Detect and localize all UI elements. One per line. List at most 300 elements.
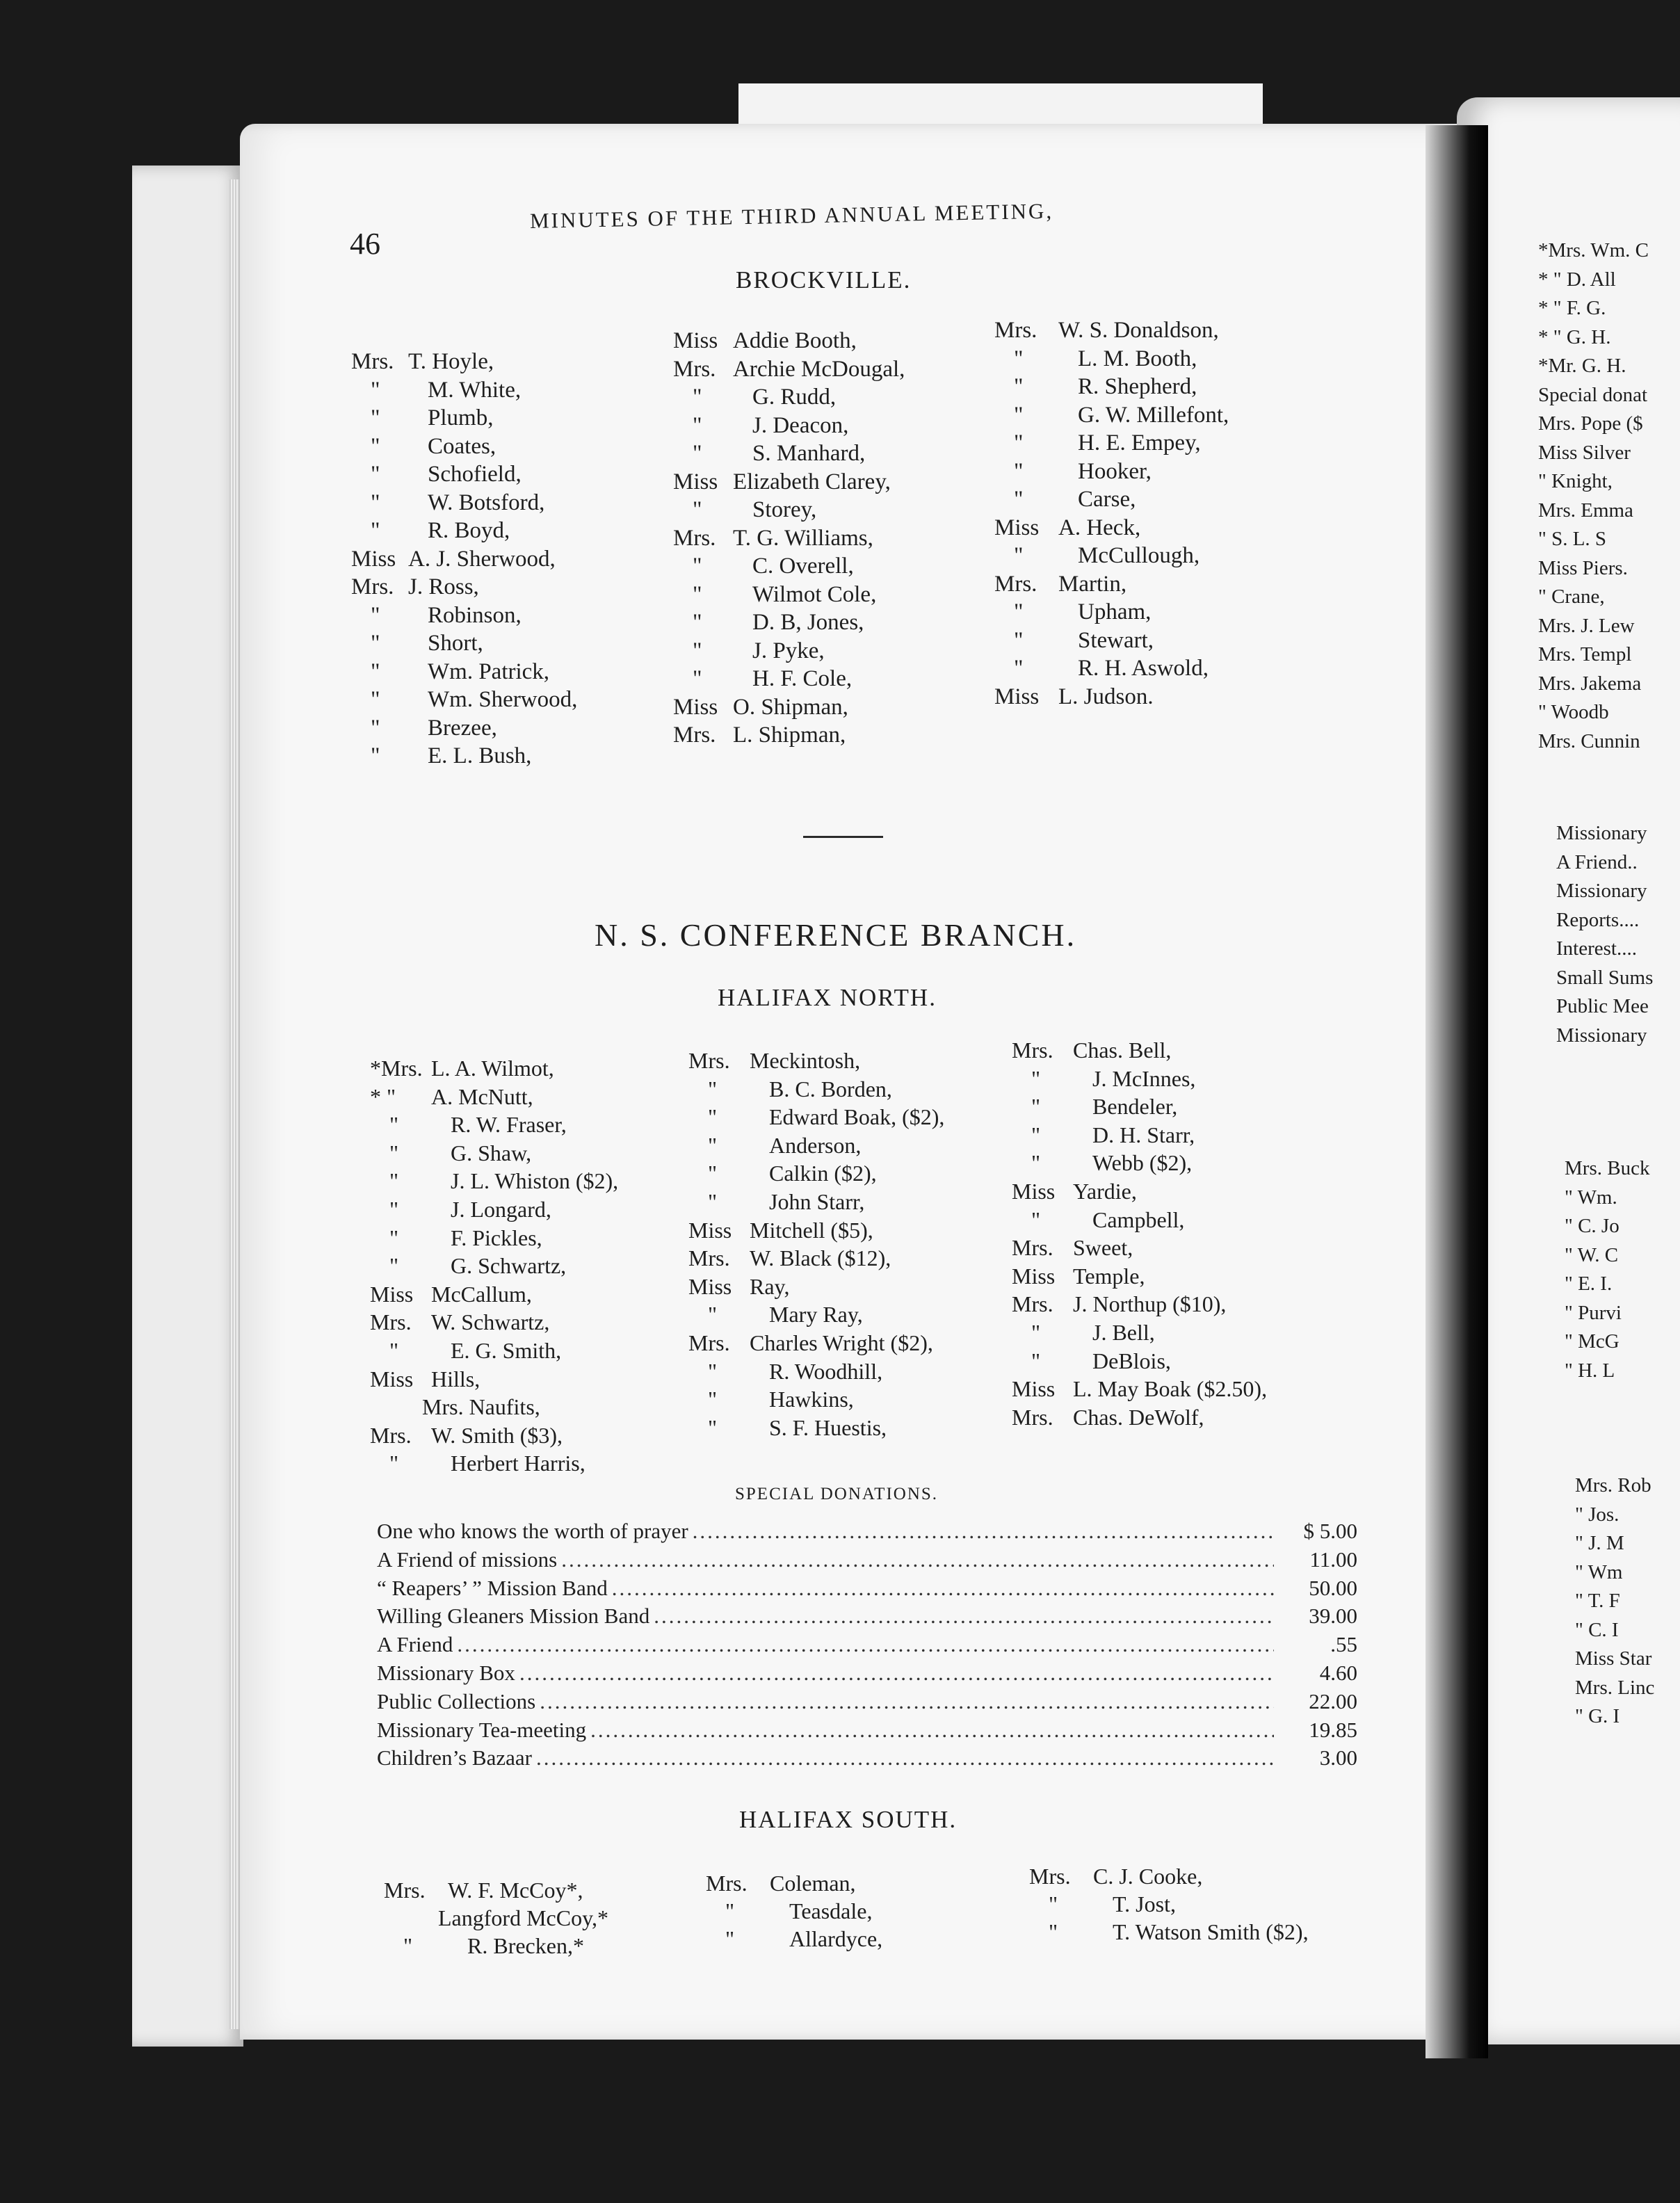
name-entry [1029,1862,1309,1890]
person-name: Wm. Patrick, [428,659,550,684]
right-page-receipts [1556,819,1653,1050]
title-prefix: " [1014,599,1024,624]
person-name: W. Smith ($3), [431,1422,563,1448]
person-name: F. Pickles, [451,1225,542,1250]
person-name: J. Deacon, [752,412,849,438]
person-name: T. G. Williams, [733,525,873,551]
right-page-line: * " D. All [1538,268,1616,291]
person-name: Hills, [431,1366,480,1391]
title-prefix: Miss [688,1217,732,1243]
title-prefix: Miss [1012,1178,1056,1204]
person-name: Addie Booth, [733,328,857,353]
book-page-edges [132,166,243,2047]
right-page-line: Mrs. Linc [1575,1676,1655,1699]
title-prefix: Mrs. [688,1245,730,1271]
title-prefix: " [371,687,380,712]
right-page-line: Miss Piers. [1538,556,1628,579]
name-entry [673,721,905,750]
name-entry [706,1925,882,1953]
person-name: Yardie, [1073,1178,1137,1204]
right-page-line: " Crane, [1538,586,1605,608]
right-page-line: Mrs. Jakema [1538,672,1642,695]
name-entry [688,1357,944,1386]
person-name: A. J. Sherwood, [408,546,556,572]
name-entry [1012,1036,1267,1065]
title-prefix: " [389,1112,399,1138]
title-prefix: Mrs. [994,571,1037,597]
name-entry [370,1195,618,1224]
name-entry [688,1385,944,1414]
title-prefix: Miss [688,1273,732,1299]
person-name: J. Longard, [451,1196,551,1222]
title-prefix: " [1014,458,1024,484]
person-name: DeBlois, [1092,1348,1171,1373]
name-entry [994,542,1229,570]
person-name: A. Heck, [1058,515,1141,540]
title-prefix: Mrs. [673,356,716,382]
name-entry [673,552,905,581]
person-name: S. F. Huestis, [769,1414,887,1440]
name-entry [370,1308,618,1337]
name-entry [994,401,1229,430]
person-name: R. Woodhill, [769,1358,883,1384]
title-prefix: " [1031,1207,1041,1232]
name-entry [370,1054,618,1083]
name-entry [688,1273,944,1301]
title-prefix: " [1031,1348,1041,1373]
person-name: Wilmot Cole, [752,581,877,607]
branch-heading: N. S. CONFERENCE BRANCH. [595,917,1077,953]
person-name: McCullough, [1078,543,1200,568]
name-entry [351,404,577,433]
name-entry [706,1869,882,1897]
name-entry [1012,1092,1267,1121]
person-name: John Starr, [769,1188,865,1214]
person-name: Allardyce, [789,1926,883,1951]
right-page-line: Missionary [1556,822,1647,844]
person-name: Ray, [750,1273,790,1299]
title-prefix: Miss [370,1281,414,1307]
dot-leader [532,1744,1274,1773]
name-entry [994,345,1229,373]
dot-leader [515,1659,1274,1688]
title-prefix: " [1014,402,1024,428]
right-page-line: * " F. G. [1538,297,1606,319]
name-entry [1012,1234,1267,1262]
person-name: Webb ($2), [1092,1150,1193,1176]
person-name: W. F. McCoy*, [448,1878,583,1903]
title-prefix: * " [370,1083,396,1109]
name-entry [351,348,577,376]
right-page-line: " S. L. S [1538,528,1607,550]
title-prefix: Miss [994,515,1040,540]
title-prefix: Miss [673,469,718,494]
dot-leader [557,1546,1274,1574]
right-page-line: *Mr. G. H. [1538,355,1626,377]
title-prefix: " [371,462,380,487]
person-name: W. Botsford, [428,490,545,515]
name-entry [994,627,1229,655]
title-prefix: " [1014,487,1024,512]
name-entry [351,602,577,630]
name-entry [688,1329,944,1357]
title-prefix: Mrs. [1012,1235,1053,1261]
person-name: T. Watson Smith ($2), [1113,1919,1309,1944]
person-name: Carse, [1078,487,1136,512]
halifax-north-column-2 [688,1047,944,1442]
title-prefix: " [371,659,380,684]
title-prefix: " [708,1302,718,1328]
name-entry [384,1932,608,1960]
title-prefix: " [1014,346,1024,371]
title-prefix: " [708,1414,718,1440]
title-prefix: Miss [1012,1376,1056,1402]
title-prefix: Mrs. [1012,1291,1053,1317]
title-prefix: " [371,490,380,515]
right-page-line: " E. I. [1565,1273,1613,1295]
name-entry [1012,1318,1267,1347]
title-prefix: " [1031,1122,1041,1147]
name-entry [370,1252,618,1280]
person-name: L. M. Booth, [1078,346,1197,371]
dot-leader [608,1574,1274,1603]
person-name: A. McNutt, [431,1083,533,1109]
title-prefix: Miss [994,684,1040,709]
right-page-line: Miss Silver [1538,441,1631,464]
name-entry [706,1897,882,1925]
name-entry [688,1414,944,1442]
right-page-line: " C. Jo [1565,1215,1620,1237]
donation-amount: .55 [1330,1632,1357,1657]
name-entry [673,608,905,637]
person-name: J. Northup ($10), [1073,1291,1227,1317]
donation-row [377,1517,1357,1546]
title-prefix: " [389,1253,399,1279]
name-entry [688,1103,944,1131]
title-prefix: " [708,1161,718,1186]
name-entry [1029,1890,1309,1918]
right-page-line: Missionary [1556,880,1647,902]
person-name: Mrs. Naufits, [422,1394,540,1420]
person-name: R. H. Aswold, [1078,656,1209,681]
name-entry [994,429,1229,458]
title-prefix: Mrs. [370,1309,412,1335]
person-name: Teasdale, [789,1898,873,1923]
title-prefix: " [708,1358,718,1384]
name-entry [994,514,1229,542]
name-entry [688,1131,944,1160]
title-prefix: " [1031,1150,1041,1176]
person-name: D. B, Jones, [752,610,864,635]
title-prefix: " [1031,1094,1041,1120]
person-name: E. L. Bush, [428,743,532,768]
dot-leader [688,1517,1274,1546]
name-entry [1012,1262,1267,1291]
person-name: Archie McDougal, [733,356,905,382]
title-prefix: " [371,377,380,403]
person-name: G. Rudd, [752,385,837,410]
person-name: Schofield, [428,462,522,487]
title-prefix: " [708,1387,718,1412]
title-prefix: Mrs. [1012,1404,1053,1430]
right-page-line: " W. C [1565,1243,1619,1266]
person-name: Brezee, [428,715,497,741]
person-name: Coleman, [770,1871,856,1896]
person-name: R. Shepherd, [1078,374,1197,399]
right-page-line: Mrs. J. Lew [1538,614,1635,637]
right-page-names-top [1538,236,1649,756]
title-prefix: Miss [673,328,718,353]
name-entry [370,1365,618,1394]
title-prefix: Mrs. [688,1330,730,1355]
person-name: H. E. Empey, [1078,430,1201,455]
title-prefix: *Mrs. [370,1056,423,1081]
title-prefix: Mrs. [673,723,716,748]
right-page-line: Mrs. Emma [1538,499,1633,522]
right-page-line: " C. I [1575,1618,1619,1641]
title-prefix: " [389,1451,399,1476]
person-name: J. Ross, [408,574,479,599]
title-prefix: " [1014,656,1024,681]
title-prefix: " [371,433,380,459]
title-prefix: Miss [351,546,396,572]
title-prefix: " [389,1168,399,1194]
donation-row [377,1716,1357,1745]
name-entry [673,468,905,497]
person-name: Martin, [1058,571,1127,597]
name-entry [370,1449,618,1478]
person-name: Campbell, [1092,1207,1185,1232]
right-page-line: Mrs. Pope ($ [1538,412,1643,435]
name-entry [994,373,1229,401]
name-entry [1012,1177,1267,1206]
name-entry [688,1047,944,1075]
title-prefix: " [371,715,380,741]
person-name: J. Bell, [1092,1319,1155,1345]
person-name: Anderson, [769,1132,862,1158]
right-page-line: " H. L [1565,1359,1615,1382]
person-name: Short, [428,631,483,656]
donation-amount: 4.60 [1319,1660,1357,1685]
halifax-north-column-1 [370,1054,618,1478]
person-name: R. Brecken,* [467,1933,584,1958]
name-entry [351,573,577,602]
person-name: Hooker, [1078,458,1152,484]
dot-leader [586,1716,1274,1745]
person-name: L. Judson. [1058,684,1154,709]
name-entry [384,1904,608,1932]
right-page-line: Public Mee [1556,995,1649,1017]
right-page-line: * " G. H. [1538,325,1611,348]
donation-amount: 50.00 [1309,1575,1357,1600]
title-prefix: Mrs. [1029,1864,1071,1889]
right-page-line: " Knight, [1538,470,1613,492]
person-name: Stewart, [1078,627,1154,653]
title-prefix: " [371,405,380,430]
title-prefix: " [693,638,702,663]
person-name: H. F. Cole, [752,666,853,691]
donation-row [377,1659,1357,1688]
person-name: L. May Boak ($2.50), [1073,1376,1268,1402]
name-entry [1012,1065,1267,1093]
name-entry [1012,1347,1267,1375]
title-prefix: Miss [673,694,718,720]
person-name: J. Pyke, [752,638,825,663]
halifax-south-heading: HALIFAX SOUTH. [739,1806,958,1833]
name-entry [994,316,1229,345]
donation-row [377,1574,1357,1603]
person-name: T. Hoyle, [408,349,494,374]
person-name: Mitchell ($5), [750,1217,873,1243]
name-entry [1012,1121,1267,1149]
person-name: W. Schwartz, [431,1309,550,1335]
donation-label: Public Collections [377,1688,536,1713]
person-name: T. Jost, [1113,1891,1176,1916]
title-prefix: " [389,1140,399,1165]
name-entry [673,412,905,440]
title-prefix: " [1031,1319,1041,1345]
person-name: D. H. Starr, [1092,1122,1195,1147]
title-prefix: Mrs. [994,318,1037,343]
title-prefix: " [693,610,702,635]
right-page-names-middle [1565,1154,1649,1385]
name-entry [994,598,1229,627]
right-page-line: Small Sums [1556,966,1654,989]
name-entry [994,654,1229,683]
name-entry [994,485,1229,514]
donation-amount: 22.00 [1309,1688,1357,1713]
right-page-line: Interest.... [1556,937,1637,960]
title-prefix: " [1031,1065,1041,1091]
title-prefix: " [1014,627,1024,653]
title-prefix: " [725,1898,735,1923]
name-entry [351,517,577,545]
name-entry [688,1244,944,1273]
name-entry [673,439,905,468]
donation-amount: $ 5.00 [1303,1519,1357,1543]
person-name: R. Boyd, [428,518,510,543]
name-entry [673,665,905,693]
halifax-north-heading: HALIFAX NORTH. [718,984,937,1011]
donation-label: One who knows the worth of prayer [377,1519,688,1543]
name-entry [673,496,905,524]
person-name: E. G. Smith, [451,1337,562,1363]
halifax-south-column-3 [1029,1862,1309,1946]
title-prefix: " [693,412,702,438]
name-entry [351,742,577,770]
name-entry [673,693,905,722]
name-entry [370,1337,618,1365]
title-prefix: " [693,581,702,607]
donation-label: Willing Gleaners Mission Band [377,1604,650,1629]
running-head: MINUTES OF THE THIRD ANNUAL MEETING, [529,198,1054,233]
name-entry [673,383,905,412]
special-donations-heading: SPECIAL DONATIONS. [735,1485,939,1503]
person-name: W. S. Donaldson, [1058,318,1219,343]
name-entry [1012,1149,1267,1177]
person-name: Storey, [752,497,817,522]
person-name: G. W. Millefont, [1078,402,1229,428]
section-divider [803,836,883,838]
right-page-line: Mrs. Rob [1575,1474,1651,1496]
title-prefix: Mrs. [370,1422,412,1448]
person-name: Herbert Harris, [451,1451,585,1476]
name-entry [370,1421,618,1450]
right-page-line: A Friend.. [1556,850,1638,873]
title-prefix: " [371,518,380,543]
title-prefix: " [693,554,702,579]
donation-label: Missionary Tea-meeting [377,1717,587,1742]
person-name: Sweet, [1073,1235,1133,1261]
name-entry [384,1876,608,1904]
name-entry [673,524,905,553]
person-name: G. Shaw, [451,1140,532,1165]
person-name: Wm. Sherwood, [428,687,578,712]
person-name: L. A. Wilmot, [431,1056,554,1081]
name-entry [351,714,577,743]
donation-amount: 19.85 [1309,1717,1357,1742]
title-prefix: " [725,1926,735,1951]
title-prefix: " [1014,374,1024,399]
special-donations-list [377,1517,1357,1773]
name-entry [1012,1290,1267,1318]
donation-label: A Friend [377,1632,453,1657]
right-page-line: " G. I [1575,1705,1620,1727]
person-name: Upham, [1078,599,1152,624]
donation-row [377,1688,1357,1716]
person-name: C. Overell, [752,554,854,579]
person-name: G. Schwartz, [451,1253,567,1279]
title-prefix: Mrs. [351,349,394,374]
title-prefix: " [693,666,702,691]
right-page-line: " McG [1565,1330,1620,1353]
brockville-column-1 [351,348,577,770]
name-entry [370,1393,618,1421]
name-entry [688,1188,944,1216]
title-prefix: " [403,1933,413,1958]
right-page-line: " Woodb [1538,701,1609,723]
donation-row [377,1631,1357,1659]
title-prefix: Mrs. [351,574,394,599]
title-prefix: " [371,631,380,656]
title-prefix: " [389,1196,399,1222]
right-page-line: Missionary [1556,1024,1647,1047]
person-name: Elizabeth Clarey, [733,469,891,494]
title-prefix: " [693,441,702,466]
name-entry [994,458,1229,486]
person-name: L. Shipman, [733,723,846,748]
person-name: Edward Boak, ($2), [769,1104,945,1130]
right-page-line: Mrs. Cunnin [1538,729,1640,752]
title-prefix: " [1014,430,1024,455]
donation-amount: 3.00 [1319,1745,1357,1770]
donation-label: A Friend of missions [377,1547,558,1572]
right-page-line: " Wm [1575,1560,1623,1583]
title-prefix: Mrs. [673,525,716,551]
title-prefix: Miss [1012,1263,1056,1289]
name-entry [370,1083,618,1111]
person-name: Charles Wright ($2), [750,1330,933,1355]
name-entry [351,460,577,489]
title-prefix: Mrs. [1012,1038,1053,1063]
dot-leader [649,1602,1274,1631]
name-entry [1012,1403,1267,1432]
name-entry [673,327,905,355]
name-entry [688,1159,944,1188]
dot-leader [453,1631,1274,1659]
person-name: S. Manhard, [752,441,866,466]
donation-label: Children’s Bazaar [377,1745,532,1770]
